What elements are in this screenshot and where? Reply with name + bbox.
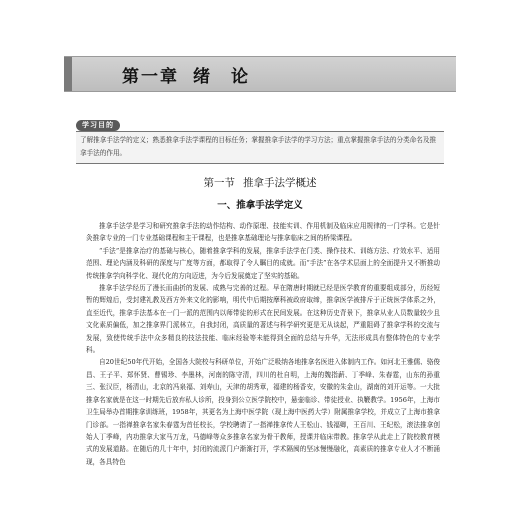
paragraph: “手法”是推拿治疗的基础与核心，随着推拿学科的发展，推拿手法学在门类、操作技术、训练方法、疗效水平、适用范围、理论内涵及科研的深度与广度等方面，都取得了令人瞩目的成就。而“手法”在各学术层面上的全面提升又不断推动传统推拿学向科学化、现代化的方向迈进，为今后发展奠定了坚实的基础。	[86, 246, 440, 280]
chapter-number: 第一章	[122, 67, 179, 87]
body-text	[86, 220, 440, 468]
section-title	[0, 175, 520, 190]
chapter-banner	[64, 56, 456, 92]
objectives-text: 了解推拿手法学的定义；熟悉推拿手法学课程的目标任务；掌握推拿手法学的学习方法；重点掌握推拿手法的分类命名及推拿手法的作用。	[80, 136, 437, 157]
chapter-title	[122, 62, 250, 87]
chapter-name: 绪 论	[193, 67, 250, 87]
section-name: 推拿手法学概述	[243, 177, 317, 189]
paragraph: 自20世纪50年代开始，全国各大院校与科研单位，开始广泛吸纳各地推拿名医进入体制内工作。如河北王雅儒、骆俊昌、王子平、郑怀贤、曹锡珍、李墨林，河南的陈守清，四川的杜自明，上海的魏指薪、丁季峰、朱春霆，山东的孙重三、张汉臣，杨清山，北京的冯泉福、刘寿山，天津的胡秀章，福建的杨香安，安徽的朱金山，湖南的刘开运等。一大批推拿名家就是在这一时期先后放弃私人诊所，投身到公立医学院校中，悬壶临诊、带徒授业、执鞭教学。1956年，上海市卫生局举办首期推拿训练班，1958年，其更名为上海中医学院（现上海中医药大学）附属推拿学校，并成立了上海市推拿门诊部。一指禅推拿名家朱春霆为首任校长，学校聘请了一指禅推拿传人王松山、钱福卿，王百川、王纪松，滚法推拿创始人丁季峰，内功推拿大家马万龙，马德峰等众多推拿名家为骨干教师，授课并临床带教。推拿学从此走上了院校教育模式的发展道路。在随后的几十年中，封闭的流派门户渐渐打开，学术隔阂的坚冰慢慢融化，高素质的推拿专业人才不断涌现，各具特色	[86, 358, 440, 466]
paragraph: 推拿手法学经历了漫长而曲折的发展、成熟与完善的过程。早在隋唐时期就已经是医学教育的重要组成部分，历经短暂的辉煌后，受封建礼教及西方外来文化的影响，明代中后期按摩科被政府取缔，推拿医学被排斥于正统医学体系之外，直至近代，推拿手法基本在一门一派的范围内以师带徒的形式在民间发展。在这种历史背景下，推拿从业人员数量较少且文化素质偏低，加之推拿界门派林立，自我封闭，高质量的著述与科学研究更是无从谈起，严重阻碍了推拿学科的交流与发展，致使传统手法中众多精良的技法技能、临床经验等未能得到全面的总结与升华，无法形成具有整体特色的专业学科。	[86, 284, 440, 355]
objectives-box	[76, 131, 444, 164]
paragraph: 推拿手法学是学习和研究推拿手法的动作结构、动作原理、技能实训、作用机制及临床应用规律的一门学科。它是针灸推拿专业的一门专业基础课程和主干课程，也是推拿基础理论与推拿临床之间的桥梁课程。	[86, 222, 440, 243]
subsection-title: 一、推拿手法学定义	[217, 200, 303, 211]
section-number: 第一节	[203, 177, 235, 189]
learning-objectives	[76, 120, 444, 166]
objectives-badge: 学习目的	[76, 120, 120, 131]
